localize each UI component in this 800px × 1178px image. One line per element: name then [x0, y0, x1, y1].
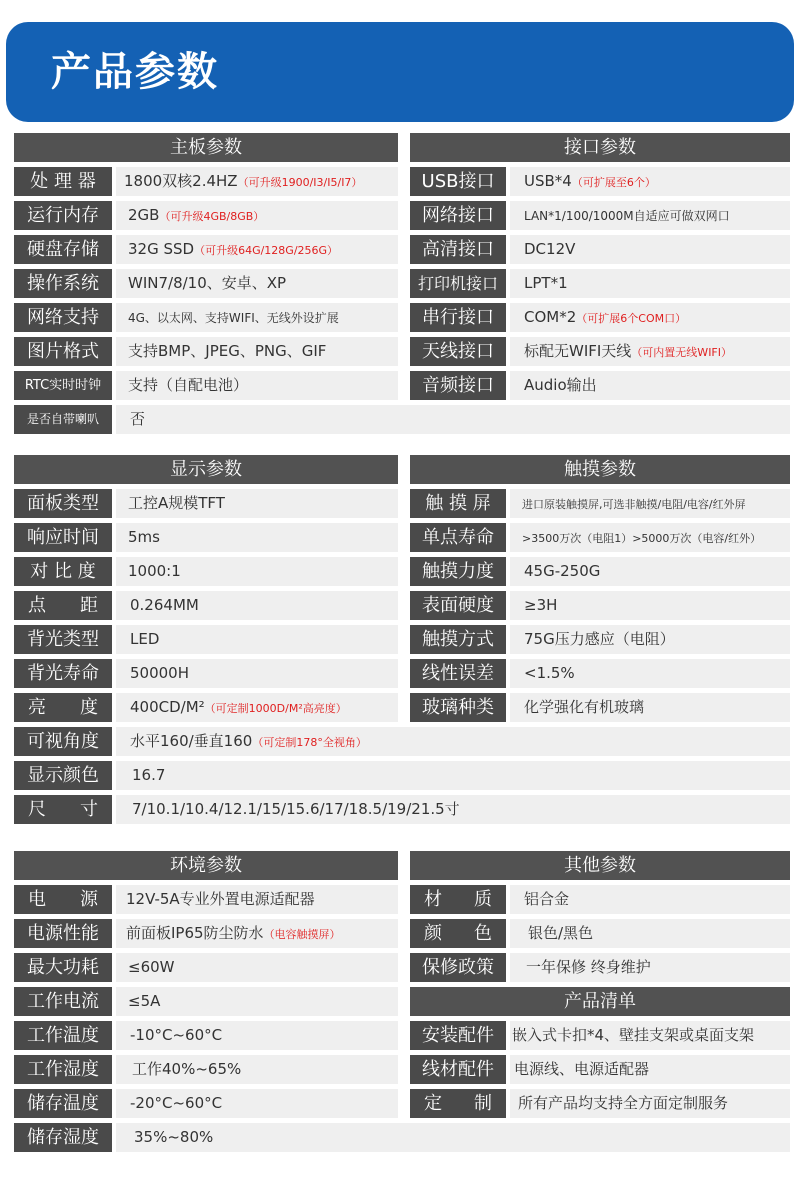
row-label: 高清接口: [410, 235, 506, 264]
row-value: WIN7/8/10、安卓、XP: [116, 269, 398, 298]
row-label: 触摸方式: [410, 625, 506, 654]
row-value: LED: [116, 625, 398, 654]
row-label: 对 比 度: [14, 557, 112, 586]
row-label: 网络接口: [410, 201, 506, 230]
row-label: 工作温度: [14, 1021, 112, 1050]
section-header-environment: 环境参数: [14, 851, 398, 880]
row-value: LAN*1/100/1000M自适应可做双网口: [510, 201, 790, 230]
row-label: 保修政策: [410, 953, 506, 982]
row-label: 运行内存: [14, 201, 112, 230]
row-value: ≤5A: [116, 987, 398, 1016]
row-label: 最大功耗: [14, 953, 112, 982]
row-value: 电源线、电源适配器: [510, 1055, 790, 1084]
row-value: 工作40%~65%: [116, 1055, 398, 1084]
row-value: 进口原装触摸屏,可选非触摸/电阻/电容/红外屏: [510, 489, 790, 518]
row-value: 所有产品均支持全方面定制服务: [510, 1089, 790, 1118]
row-label: 背光类型: [14, 625, 112, 654]
row-label: 线性误差: [410, 659, 506, 688]
row-note: （可升级1900/I3/I5/I7）: [237, 176, 363, 189]
row-label: 玻璃种类: [410, 693, 506, 722]
row-label: 定 制: [410, 1089, 506, 1118]
row-value: 5ms: [116, 523, 398, 552]
row-value: 否: [116, 405, 790, 434]
row-value: 400CD/M²（可定制1000D/M²高亮度）: [116, 693, 398, 722]
row-label: 显示颜色: [14, 761, 112, 790]
row-label: 面板类型: [14, 489, 112, 518]
row-value: 4G、以太网、支持WIFI、无线外设扩展: [116, 303, 398, 332]
row-label: 硬盘存储: [14, 235, 112, 264]
row-value: >3500万次（电阻1）>5000万次（电容/红外）: [510, 523, 790, 552]
row-label: 储存湿度: [14, 1123, 112, 1152]
row-value: 一年保修 终身维护: [510, 953, 790, 982]
row-label: RTC实时时钟: [14, 371, 112, 400]
row-value: USB*4（可扩展至6个）: [510, 167, 790, 196]
row-label: 串行接口: [410, 303, 506, 332]
row-label: 储存温度: [14, 1089, 112, 1118]
row-value: 化学强化有机玻璃: [510, 693, 790, 722]
row-value: -20°C~60°C: [116, 1089, 398, 1118]
row-value: -10°C~60°C: [116, 1021, 398, 1050]
row-label: 操作系统: [14, 269, 112, 298]
row-label: 亮 度: [14, 693, 112, 722]
section-header-other: 其他参数: [410, 851, 790, 880]
row-value: 50000H: [116, 659, 398, 688]
row-note: （可定制1000D/M²高亮度）: [204, 702, 347, 715]
row-label: 打印机接口: [410, 269, 506, 298]
section-header-display: 显示参数: [14, 455, 398, 484]
row-note: （可内置无线WIFI）: [631, 346, 733, 359]
row-label: 表面硬度: [410, 591, 506, 620]
row-label: 天线接口: [410, 337, 506, 366]
row-value: 1000:1: [116, 557, 398, 586]
row-value: 前面板IP65防尘防水（电容触摸屏）: [116, 919, 398, 948]
row-label: 是否自带喇叭: [14, 405, 112, 434]
row-value: 支持（自配电池）: [116, 371, 398, 400]
row-label: 工作电流: [14, 987, 112, 1016]
row-value: 工控A规模TFT: [116, 489, 398, 518]
row-value: COM*2（可扩展6个COM口）: [510, 303, 790, 332]
row-label: 响应时间: [14, 523, 112, 552]
row-label: 材 质: [410, 885, 506, 914]
row-note: （可扩展6个COM口）: [576, 312, 687, 325]
row-value: <1.5%: [510, 659, 790, 688]
row-label: 尺 寸: [14, 795, 112, 824]
row-label: 处 理 器: [14, 167, 112, 196]
section-header-mainboard: 主板参数: [14, 133, 398, 162]
row-note: （可扩展至6个）: [571, 176, 656, 189]
row-label: 图片格式: [14, 337, 112, 366]
section-header-interface: 接口参数: [410, 133, 790, 162]
row-note: （电容触摸屏）: [263, 928, 341, 941]
row-label: 音频接口: [410, 371, 506, 400]
row-value: 75G压力感应（电阻）: [510, 625, 790, 654]
row-value: 2GB（可升级4GB/8GB）: [116, 201, 398, 230]
row-note: （可定制178°全视角）: [252, 736, 367, 749]
row-label: 电源性能: [14, 919, 112, 948]
row-value: 标配无WIFI天线（可内置无线WIFI）: [510, 337, 790, 366]
page-title: 产品参数: [51, 49, 219, 95]
row-value: 0.264MM: [116, 591, 398, 620]
section-header-touch: 触摸参数: [410, 455, 790, 484]
row-label: 触 摸 屏: [410, 489, 506, 518]
row-label: 单点寿命: [410, 523, 506, 552]
page-header-banner: [6, 22, 794, 122]
row-label: 点 距: [14, 591, 112, 620]
row-value: 16.7: [116, 761, 790, 790]
row-value: 32G SSD（可升级64G/128G/256G）: [116, 235, 398, 264]
row-label: 触摸力度: [410, 557, 506, 586]
row-label: 网络支持: [14, 303, 112, 332]
row-note: （可升级64G/128G/256G）: [194, 244, 339, 257]
row-label: 工作湿度: [14, 1055, 112, 1084]
row-value: LPT*1: [510, 269, 790, 298]
row-value: 7/10.1/10.4/12.1/15/15.6/17/18.5/19/21.5寸: [116, 795, 790, 824]
row-label: 背光寿命: [14, 659, 112, 688]
row-value: DC12V: [510, 235, 790, 264]
row-value: 45G-250G: [510, 557, 790, 586]
row-note: （可升级4GB/8GB）: [159, 210, 265, 223]
row-value: 35%~80%: [116, 1123, 790, 1152]
row-label: 线材配件: [410, 1055, 506, 1084]
row-value: ≤60W: [116, 953, 398, 982]
row-value: 支持BMP、JPEG、PNG、GIF: [116, 337, 398, 366]
row-value: 嵌入式卡扣*4、壁挂支架或桌面支架: [510, 1021, 790, 1050]
section-header-packing-list: 产品清单: [410, 987, 790, 1016]
row-label: 可视角度: [14, 727, 112, 756]
row-value: 银色/黑色: [510, 919, 790, 948]
row-value: 铝合金: [510, 885, 790, 914]
row-value: 12V-5A专业外置电源适配器: [116, 885, 398, 914]
row-label: 颜 色: [410, 919, 506, 948]
row-value: 1800双核2.4HZ（可升级1900/I3/I5/I7）: [116, 167, 398, 196]
row-value: Audio输出: [510, 371, 790, 400]
row-label: 电 源: [14, 885, 112, 914]
row-value: ≥3H: [510, 591, 790, 620]
row-label: 安装配件: [410, 1021, 506, 1050]
row-value: 水平160/垂直160（可定制178°全视角）: [116, 727, 790, 756]
row-label: USB接口: [410, 167, 506, 196]
